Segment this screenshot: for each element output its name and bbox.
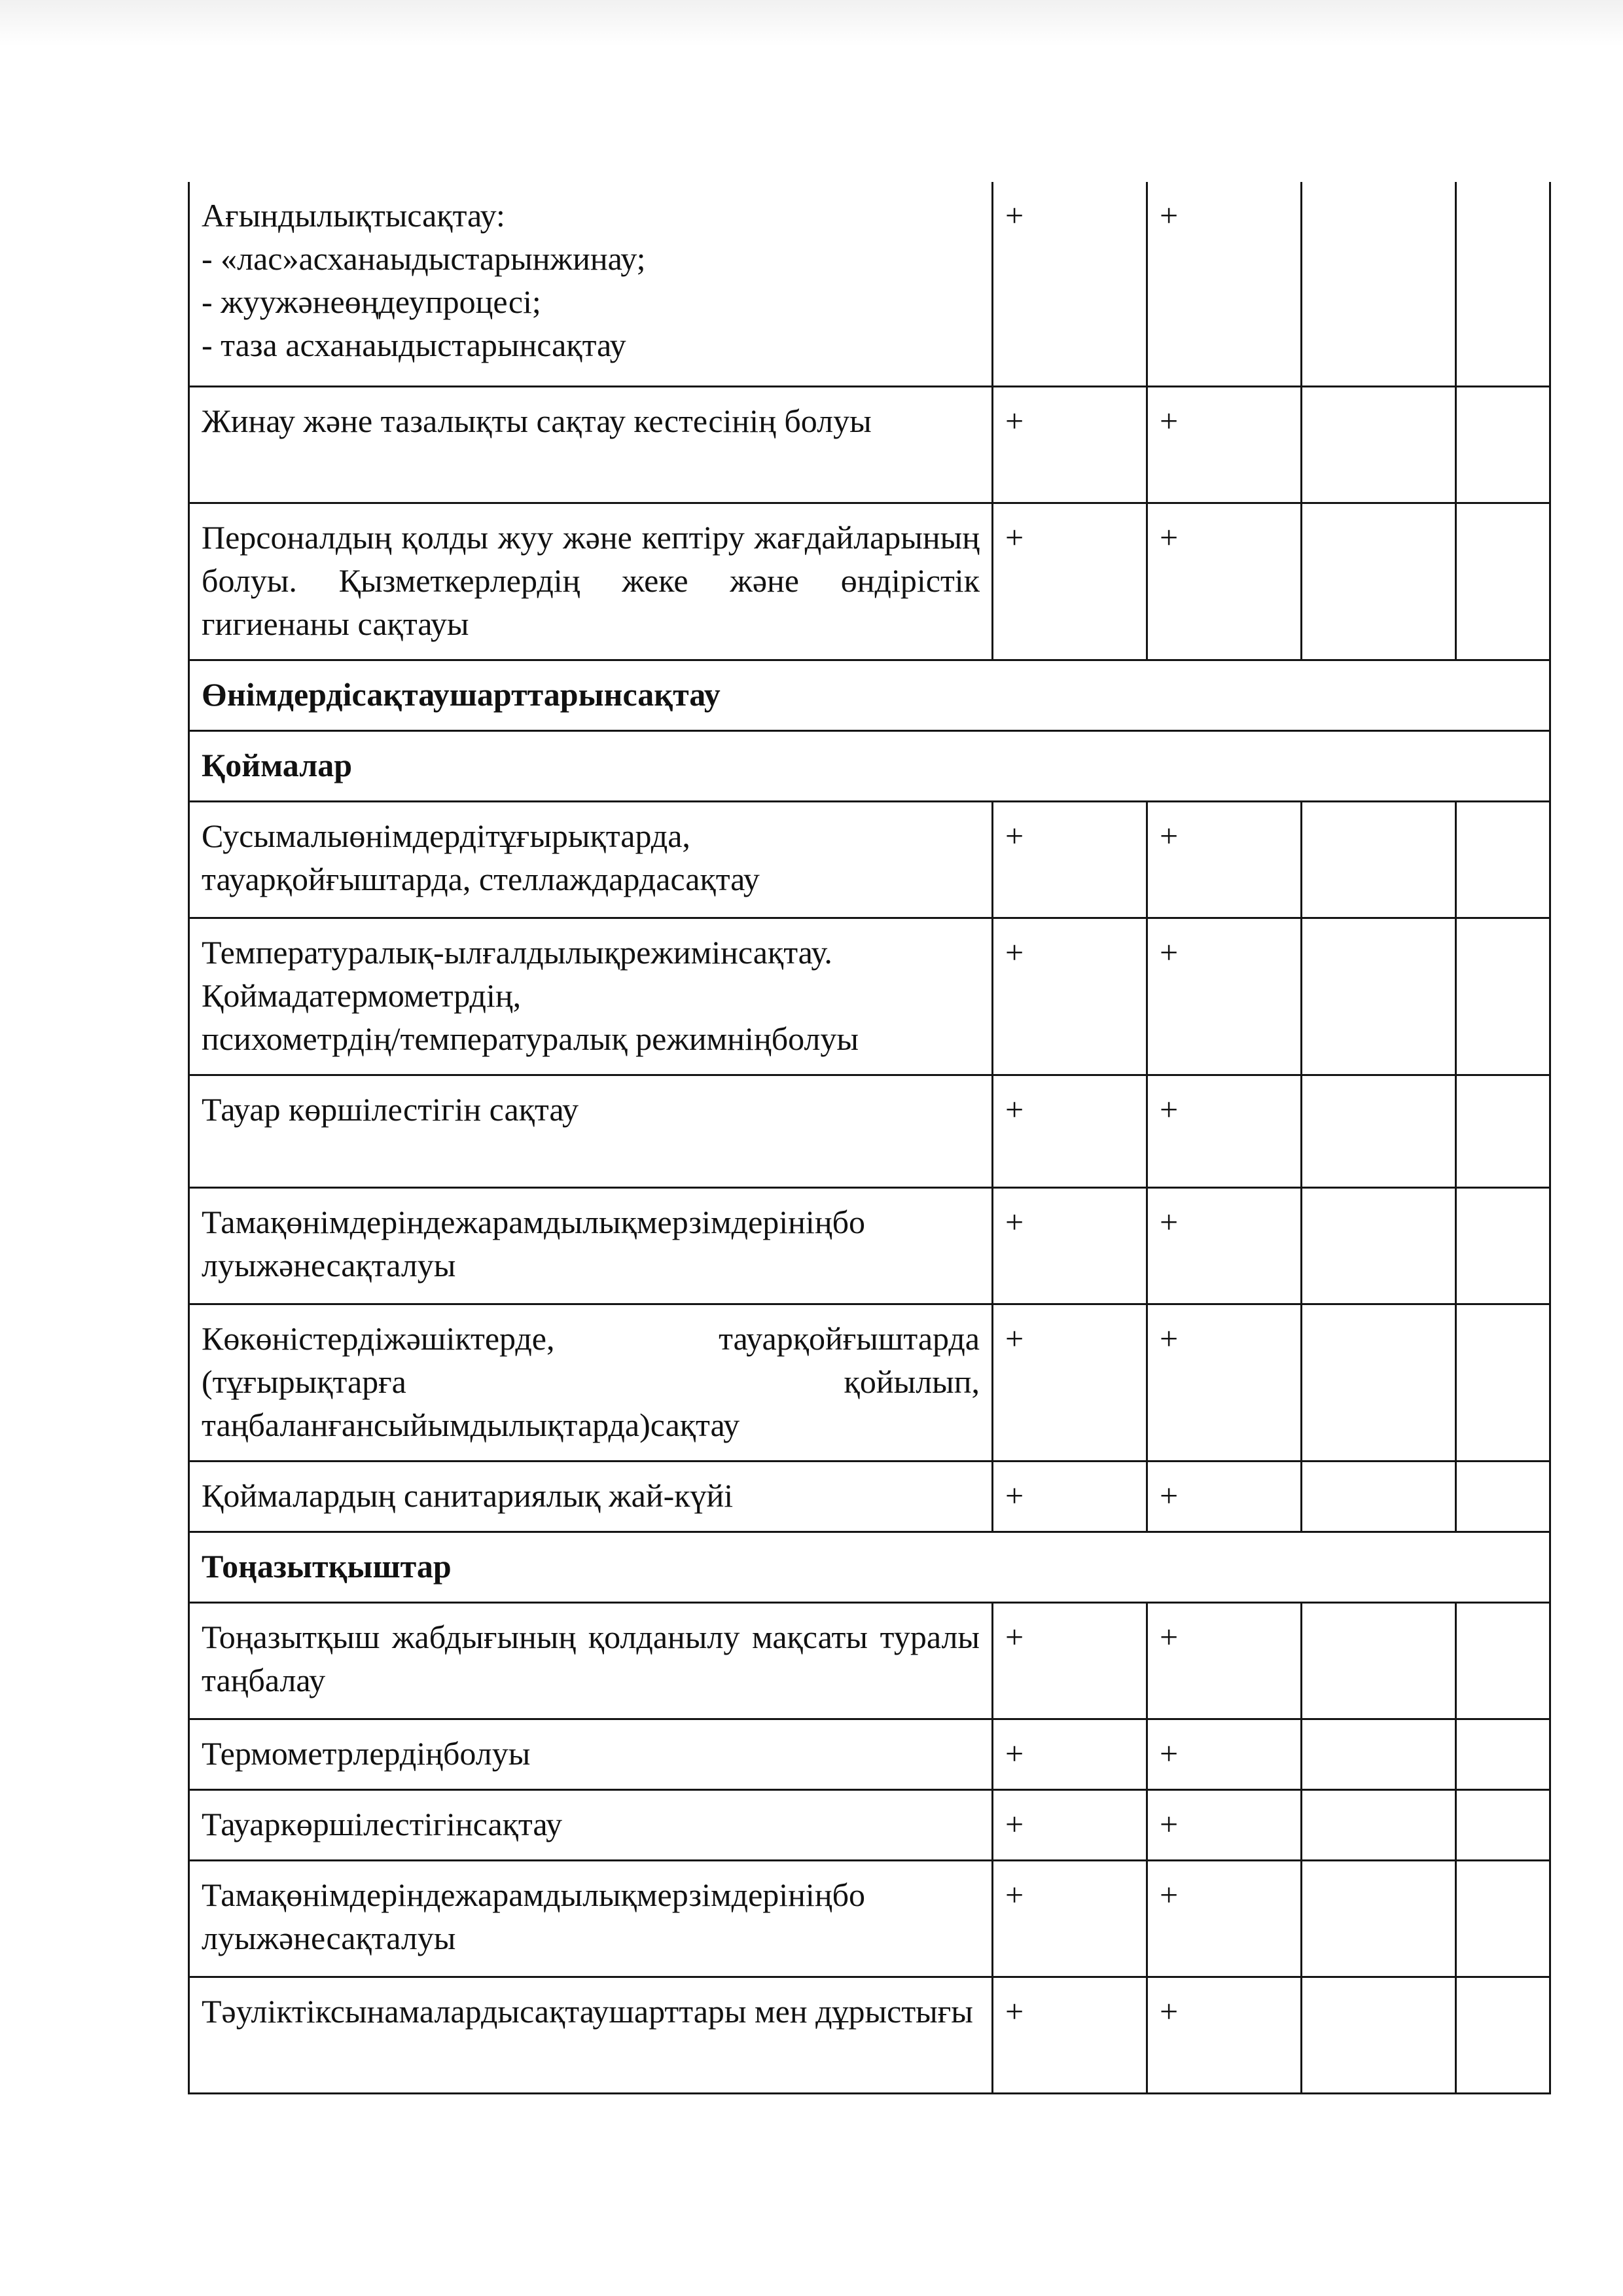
mark-cell-col1: + <box>993 918 1147 1075</box>
mark-cell-col3 <box>1302 1075 1456 1187</box>
section-heading: Өнімдердісақтаушарттарынсақтау <box>189 660 1550 730</box>
mark-cell-col4 <box>1456 1789 1550 1860</box>
requirement-text: Персоналдың қолды жуу және кептіру жағдайларының болуы. Қызметкерлердің жеке және өндірістік гигиенаны сақтауы <box>189 503 993 660</box>
mark-cell-col1: + <box>993 801 1147 918</box>
requirement-text: Тоңазытқыш жабдығының қолданылу мақсаты туралы таңбалау <box>189 1602 993 1719</box>
mark-cell-col4 <box>1456 1977 1550 2093</box>
table-row <box>189 918 1550 1075</box>
mark-cell-col4 <box>1456 1602 1550 1719</box>
requirement-line: луыжәнесақталуы <box>202 1246 456 1283</box>
mark-cell-col1: + <box>993 1719 1147 1789</box>
requirement-text: Жинау және тазалықты сақтау кестесінің болуы <box>189 386 993 503</box>
requirement-text <box>189 1860 993 1977</box>
mark-cell-col2: + <box>1147 1860 1302 1977</box>
requirement-line: Тамақөнімдеріндежарамдылықмерзімдерініңбо <box>202 1876 866 1913</box>
table-row <box>189 1461 1550 1532</box>
mark-cell-col2: + <box>1147 182 1302 386</box>
requirement-text <box>189 801 993 918</box>
mark-cell-col3 <box>1302 1304 1456 1461</box>
mark-cell-col3 <box>1302 182 1456 386</box>
requirement-line: Ағындылықтысақтау: <box>202 197 505 234</box>
mark-cell-col2: + <box>1147 1602 1302 1719</box>
mark-cell-col2: + <box>1147 1789 1302 1860</box>
checklist-body <box>189 182 1550 2093</box>
mark-cell-col3 <box>1302 918 1456 1075</box>
requirement-line: Температуралық-ылғалдылықрежимінсақтау. <box>202 933 832 971</box>
requirement-line: Тамақөнімдеріндежарамдылықмерзімдерініңбо <box>202 1203 866 1240</box>
mark-cell-col4 <box>1456 1075 1550 1187</box>
requirement-line: Сусымалыөнімдердітұғырықтарда, <box>202 817 690 854</box>
mark-cell-col4 <box>1456 1304 1550 1461</box>
table-row <box>189 1789 1550 1860</box>
section-row <box>189 1532 1550 1602</box>
requirement-text <box>189 1187 993 1304</box>
mark-cell-col4 <box>1456 1187 1550 1304</box>
mark-cell-col1: + <box>993 386 1147 503</box>
requirement-text: Тауаркөршілестігінсақтау <box>189 1789 993 1860</box>
requirement-text: Қоймалардың санитариялық жай-күйі <box>189 1461 993 1532</box>
mark-cell-col2: + <box>1147 918 1302 1075</box>
mark-cell-col3 <box>1302 1461 1456 1532</box>
mark-cell-col1: + <box>993 1075 1147 1187</box>
table-row <box>189 1304 1550 1461</box>
table-row <box>189 386 1550 503</box>
requirement-text: Тәуліктіксынамалардысақтаушарттары мен дұрыстығы <box>189 1977 993 2093</box>
requirement-line: - таза асханаыдыстарынсақтау <box>202 327 626 363</box>
requirement-line: - «лас»асханаыдыстарынжинау; <box>202 240 646 277</box>
requirement-line: психометрдің/температуралық режимніңболуы <box>202 1020 859 1057</box>
mark-cell-col1: + <box>993 1187 1147 1304</box>
mark-cell-col4 <box>1456 918 1550 1075</box>
table-row <box>189 1977 1550 2093</box>
mark-cell-col1: + <box>993 503 1147 660</box>
mark-cell-col2: + <box>1147 1719 1302 1789</box>
requirement-text: Термометрлердіңболуы <box>189 1719 993 1789</box>
mark-cell-col2: + <box>1147 503 1302 660</box>
mark-cell-col2: + <box>1147 1977 1302 2093</box>
requirement-line: тауарқойғыштарда, стеллаждардасақтау <box>202 860 760 897</box>
mark-cell-col3 <box>1302 386 1456 503</box>
mark-cell-col1: + <box>993 182 1147 386</box>
mark-cell-col4 <box>1456 503 1550 660</box>
mark-cell-col1: + <box>993 1789 1147 1860</box>
mark-cell-col4 <box>1456 1461 1550 1532</box>
mark-cell-col3 <box>1302 1977 1456 2093</box>
mark-cell-col4 <box>1456 801 1550 918</box>
table-row <box>189 503 1550 660</box>
mark-cell-col1: + <box>993 1860 1147 1977</box>
section-heading: Қоймалар <box>189 730 1550 801</box>
table-row <box>189 1602 1550 1719</box>
mark-cell-col2: + <box>1147 1187 1302 1304</box>
table-row <box>189 801 1550 918</box>
table-row <box>189 1075 1550 1187</box>
scan-top-shade <box>0 0 1623 46</box>
mark-cell-col2: + <box>1147 386 1302 503</box>
section-row <box>189 730 1550 801</box>
checklist-table <box>188 182 1551 2094</box>
mark-cell-col4 <box>1456 1860 1550 1977</box>
mark-cell-col2: + <box>1147 1304 1302 1461</box>
section-heading: Тоңазытқыштар <box>189 1532 1550 1602</box>
mark-cell-col3 <box>1302 801 1456 918</box>
mark-cell-col1: + <box>993 1602 1147 1719</box>
requirement-text <box>189 918 993 1075</box>
mark-cell-col1: + <box>993 1304 1147 1461</box>
requirement-line: луыжәнесақталуы <box>202 1919 456 1956</box>
mark-cell-col2: + <box>1147 801 1302 918</box>
mark-cell-col1: + <box>993 1461 1147 1532</box>
table-row <box>189 182 1550 386</box>
requirement-line: - жуужәнеөңдеупроцесі; <box>202 283 541 320</box>
mark-cell-col3 <box>1302 1789 1456 1860</box>
mark-cell-col1: + <box>993 1977 1147 2093</box>
mark-cell-col3 <box>1302 1602 1456 1719</box>
mark-cell-col4 <box>1456 182 1550 386</box>
table-row <box>189 1187 1550 1304</box>
mark-cell-col3 <box>1302 1860 1456 1977</box>
mark-cell-col2: + <box>1147 1461 1302 1532</box>
mark-cell-col4 <box>1456 1719 1550 1789</box>
mark-cell-col3 <box>1302 1719 1456 1789</box>
requirement-text: Көкөністердіжәшіктерде, тауарқойғыштарда (тұғырықтарға қойылып, таңбаланғансыйымдылықтарда)сақтау <box>189 1304 993 1461</box>
table-row <box>189 1860 1550 1977</box>
table-row <box>189 1719 1550 1789</box>
mark-cell-col3 <box>1302 503 1456 660</box>
section-row <box>189 660 1550 730</box>
requirement-line: Қоймадатермометрдің, <box>202 977 522 1014</box>
mark-cell-col2: + <box>1147 1075 1302 1187</box>
mark-cell-col4 <box>1456 386 1550 503</box>
requirement-text <box>189 182 993 386</box>
requirement-text: Тауар көршілестігін сақтау <box>189 1075 993 1187</box>
mark-cell-col3 <box>1302 1187 1456 1304</box>
